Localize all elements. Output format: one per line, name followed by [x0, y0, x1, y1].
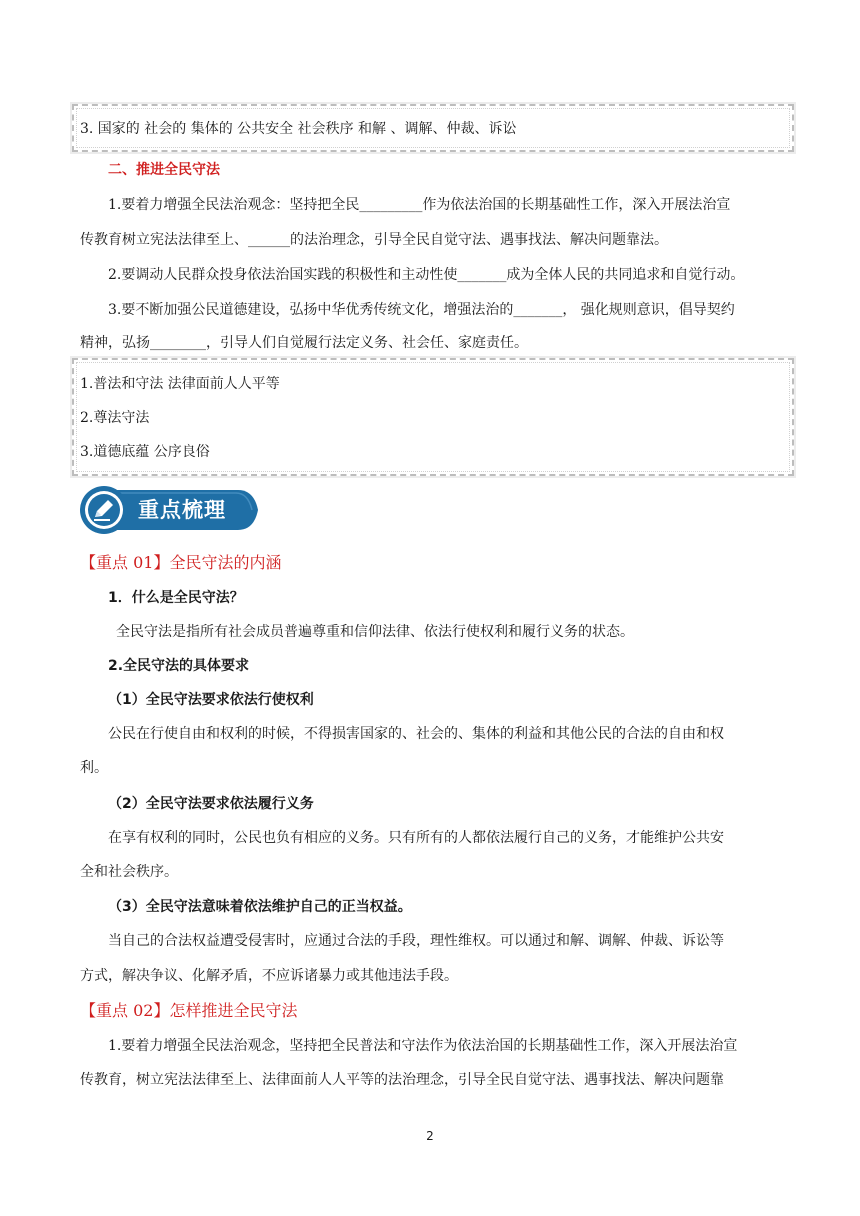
subheading: （2）全民守法要求依法履行义务: [108, 796, 314, 812]
pencil-icon: [90, 496, 118, 524]
paragraph-line: 利。: [80, 760, 108, 776]
paragraph-line: 1.要着力增强全民法治观念：坚持把全民_________作为依法治国的长期基础性工作，深入开展法治宣: [108, 197, 731, 213]
subheading: （1）全民守法要求依法行使权利: [108, 692, 314, 708]
answer-text: 3. 国家的 社会的 集体的 公共安全 社会秩序 和解 、调解、仲裁、诉讼: [80, 121, 517, 137]
page-number: 2: [426, 1129, 434, 1143]
answer-item: 2.尊法守法: [80, 410, 150, 426]
banner-title: 重点梳理: [138, 498, 226, 522]
key-point-heading: 【重点 01】全民守法的内涵: [80, 553, 282, 572]
paragraph-line: 在享有权利的同时，公民也负有相应的义务。只有所有的人都依法履行自己的义务，才能维护公共安: [108, 830, 724, 846]
paragraph-line: 公民在行使自由和权利的时候，不得损害国家的、社会的、集体的利益和其他公民的合法的自由和权: [108, 726, 724, 742]
paragraph-line: 全和社会秩序。: [80, 864, 178, 880]
subheading: （3）全民守法意味着依法维护自己的正当权益。: [108, 899, 412, 915]
key-point-heading: 【重点 02】怎样推进全民守法: [80, 1001, 298, 1020]
answer-box-2: [72, 358, 794, 476]
section-heading: 二、推进全民守法: [108, 162, 220, 178]
paragraph-line: 精神，弘扬________，引导人们自觉履行法定义务、社会任、家庭责任。: [80, 335, 528, 351]
answer-item: 1.普法和守法 法律面前人人平等: [80, 376, 280, 392]
paragraph-line: 1.要着力增强全民法治观念，坚持把全民普法和守法作为依法治国的长期基础性工作，深入开展法治宣: [108, 1038, 738, 1054]
question-heading: 1．什么是全民守法？: [108, 590, 244, 606]
paragraph-line: 方式，解决争议、化解矛盾，不应诉诸暴力或其他违法手段。: [80, 968, 458, 984]
answer-item: 3.道德底蕴 公序良俗: [80, 444, 210, 460]
paragraph-line: 传教育，树立宪法法律至上、法律面前人人平等的法治理念，引导全民自觉守法、遇事找法、解决问题靠: [80, 1072, 724, 1088]
paragraph-line: 2.要调动人民群众投身依法治国实践的积极性和主动性使_______成为全体人民的共同追求和自觉行动。: [108, 267, 745, 283]
paragraph-line: 3.要不断加强公民道德建设，弘扬中华优秀传统文化，增强法治的_______， 强化规则意识，倡导契约: [108, 302, 735, 318]
paragraph-line: 全民守法是指所有社会成员普遍尊重和信仰法律、依法行使权利和履行义务的状态。: [116, 624, 634, 640]
section-banner: [78, 484, 260, 536]
answer-box-1: [72, 104, 794, 152]
question-heading: 2.全民守法的具体要求: [108, 658, 250, 674]
paragraph-line: 传教育树立宪法法律至上、______的法治理念，引导全民自觉守法、遇事找法、解决问题靠法。: [80, 232, 668, 248]
paragraph-line: 当自己的合法权益遭受侵害时，应通过合法的手段，理性维权。可以通过和解、调解、仲裁、诉讼等: [108, 933, 724, 949]
